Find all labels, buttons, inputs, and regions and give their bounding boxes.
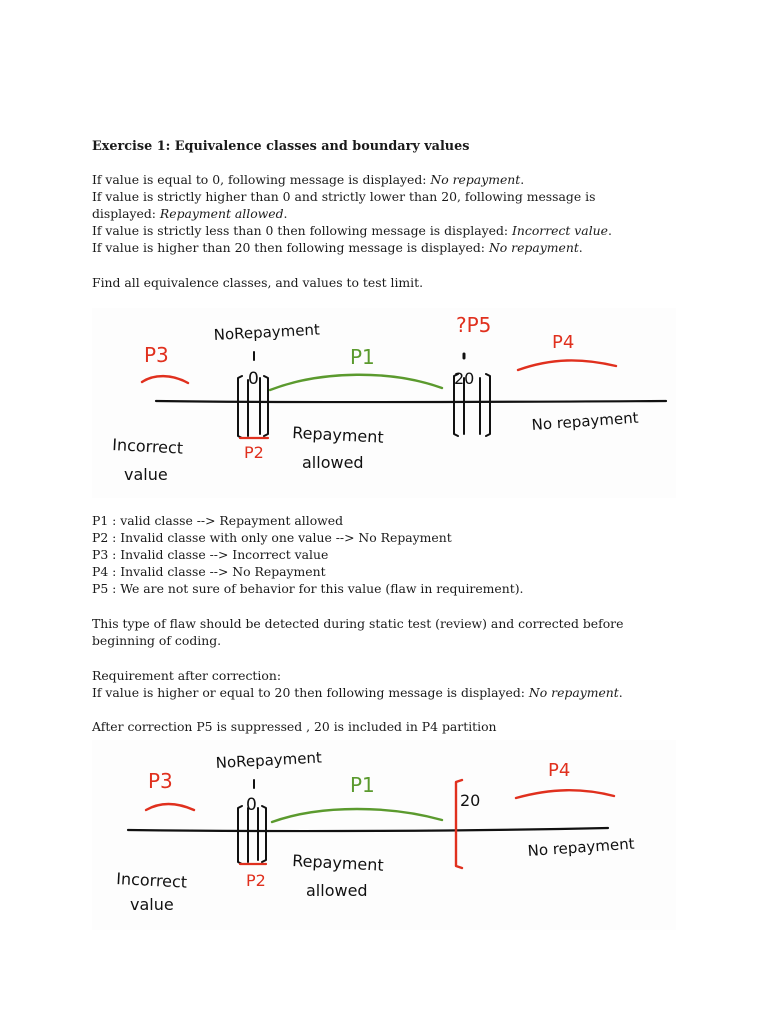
partition-item: P5 : We are not sure of behavior for this value (flaw in requirement). [92,581,524,596]
label-allowed: allowed [306,881,368,900]
rule-text: . [607,223,612,238]
bracket [262,806,266,862]
rule-text: If value is strictly higher than 0 and strictly lower than 20, following message is [92,189,596,204]
label-p2: P2 [244,443,264,462]
number-line [156,401,666,402]
label-twenty: 20 [454,369,475,388]
rule-text: If value is higher than 20 then following message is displayed: [92,240,489,255]
partition-item: P1 : valid classe --> Repayment allowed [92,513,344,528]
label-twenty: 20 [460,791,481,810]
rule-line [92,239,583,256]
rule-line [92,171,524,188]
label-zero: 0 [246,795,257,815]
label-no-repayment-top: NoRepayment [213,320,321,344]
label-p1: P1 [350,773,375,797]
bracket [238,376,242,438]
label-p5: ?P5 [456,313,492,337]
partition-diagram-original [92,308,676,498]
p3-arc [142,376,188,383]
label-p1: P1 [350,345,375,369]
instruction-text: Find all equivalence classes, and values to test limit. [92,275,424,290]
exercise-title: Exercise 1: Equivalence classes and boundary values [92,139,470,154]
label-value: value [124,465,168,484]
rule-text: . [520,172,525,187]
p4-arc [516,790,614,798]
label-no-repayment-right: No repayment [527,834,636,860]
rule-text: If value is strictly less than 0 then following message is displayed: [92,223,512,238]
bracket [264,376,268,436]
flaw-text: beginning of coding. [92,633,222,648]
rule-message: No repayment [528,685,619,700]
partition-item: P3 : Invalid classe --> Incorrect value [92,547,329,562]
p1-arc [270,375,442,390]
label-value: value [130,895,174,914]
rule-text: If value is higher or equal to 20 then following message is displayed: [92,685,529,700]
label-no-repayment-right: No repayment [531,408,640,434]
bracket [486,374,490,436]
partition-item: P2 : Invalid classe with only one value --> No Repayment [92,530,452,545]
rule-message: Incorrect value [512,223,608,238]
rule-message: No repayment [488,240,579,255]
rule-line [92,188,595,205]
rule-line [92,205,287,222]
rule-text: . [283,206,288,221]
after-correction-text: After correction P5 is suppressed , 20 is included in P4 partition [92,719,497,734]
p3-arc [146,804,194,810]
requirement-rule [92,684,623,701]
rule-text: displayed: [92,206,160,221]
label-p2: P2 [246,871,266,890]
rule-line [92,222,612,239]
p1-arc [272,809,442,822]
rule-text: . [618,685,623,700]
label-repayment: Repayment [291,423,385,447]
label-p3: P3 [144,343,169,367]
p4-arc [518,360,616,370]
requirement-heading: Requirement after correction: [92,668,281,683]
rule-message: Repayment allowed [159,206,284,221]
label-allowed: allowed [302,453,364,472]
rule-text: If value is equal to 0, following message is displayed: [92,172,431,187]
partition-item: P4 : Invalid classe --> No Repayment [92,564,326,579]
label-incorrect: Incorrect [115,869,188,892]
rule-text: . [578,240,583,255]
diagram-canvas [92,740,676,930]
label-p4: P4 [552,332,575,353]
label-repayment: Repayment [291,851,385,875]
label-incorrect: Incorrect [111,435,184,458]
diagram-canvas [92,308,676,498]
label-zero: 0 [248,369,259,389]
number-line [128,828,608,831]
label-p3: P3 [148,769,173,793]
rule-message: No repayment [430,172,521,187]
label-no-repayment-top: NoRepayment [215,748,323,772]
bracket [238,806,242,864]
flaw-text: This type of flaw should be detected during static test (review) and corrected before [92,616,624,631]
partition-diagram-corrected [92,740,676,930]
label-p4: P4 [548,760,571,781]
